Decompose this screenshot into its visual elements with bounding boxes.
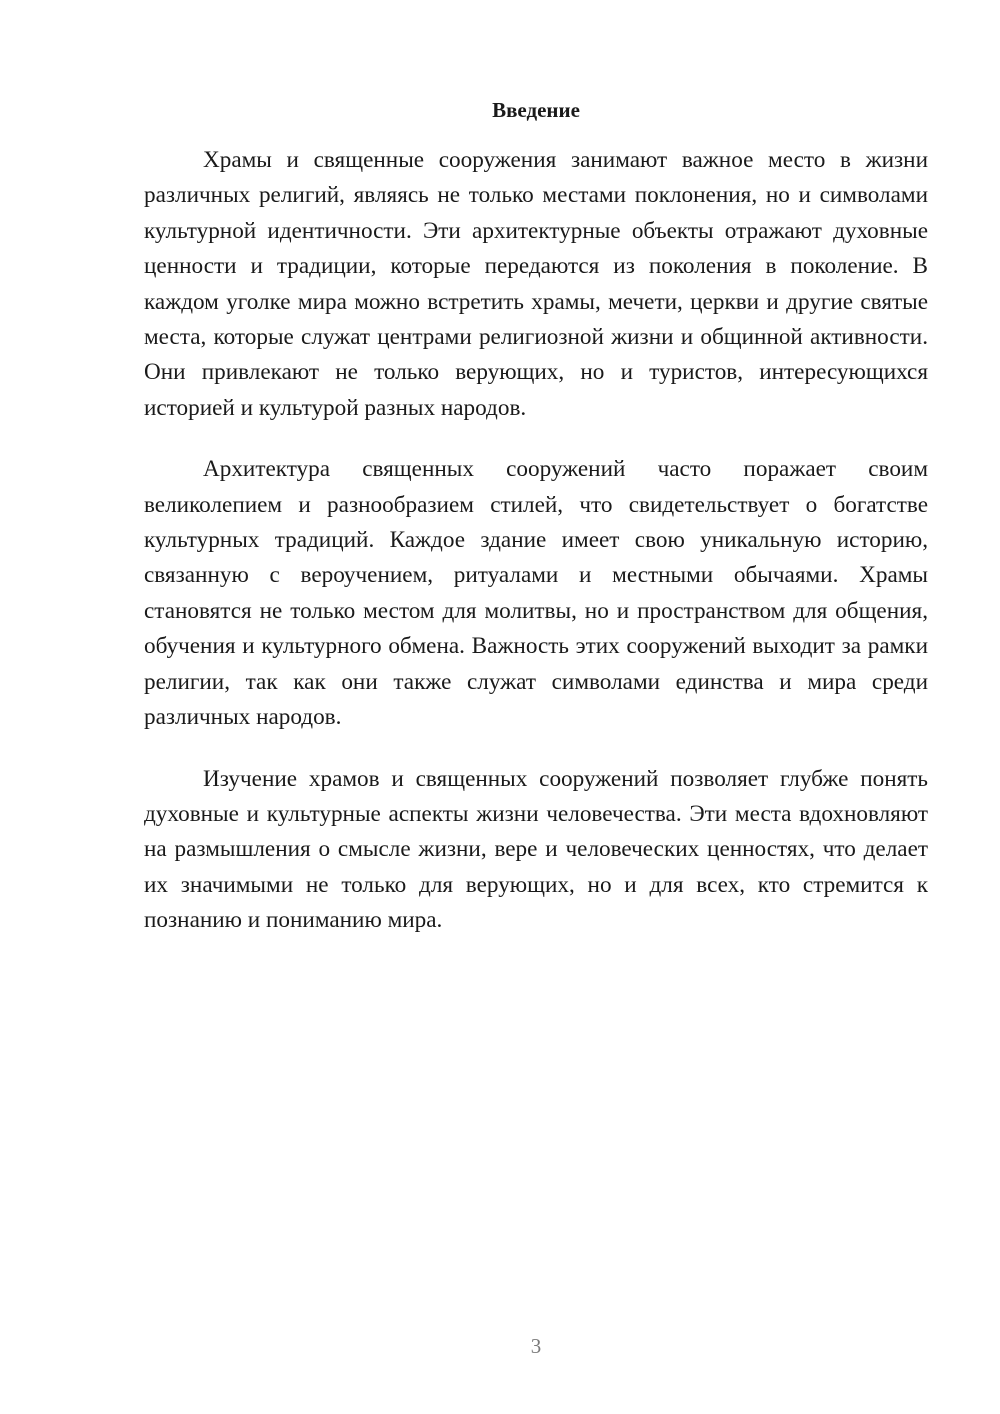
- page-number: 3: [530, 1334, 542, 1358]
- paragraph-2: Архитектура священных сооружений часто поражает своим великолепием и разнообразием стилей, что свидетельствует о богатстве культурных традиций. Каждое здание имеет свою уникальную историю, связанную с вероучением, ритуалами и местными обычаями. Храмы становятся не только местом для молитвы, но и пространством для общения, обучения и культурного обмена. Важность этих сооружений выходит за рамки религии, так как они также служат символами единства и мира среди различных народов.: [144, 456, 928, 731]
- body-text: [144, 143, 928, 965]
- paragraph-1: Храмы и священные сооружения занимают важное место в жизни различных религий, являясь не только местами поклонения, но и символами культурной идентичности. Эти архитектурные объекты отражают духовные ценности и традиции, которые передаются из поколения в поколение. В каждом уголке мира можно встретить храмы, мечети, церкви и другие святые места, которые служат центрами религиозной жизни и общинной активности. Они привлекают не только верующих, но и туристов, интересующихся историей и культурой разных народов.: [144, 147, 928, 421]
- paragraph-3: Изучение храмов и священных сооружений позволяет глубже понять духовные и культурные аспекты жизни человечества. Эти места вдохновляют на размышления о смысле жизни, вере и человеческих ценностях, что делает их значимыми не только для верующих, но и для всех, кто стремится к познанию и пониманию мира.: [144, 765, 928, 934]
- section-title: Введение: [492, 98, 580, 122]
